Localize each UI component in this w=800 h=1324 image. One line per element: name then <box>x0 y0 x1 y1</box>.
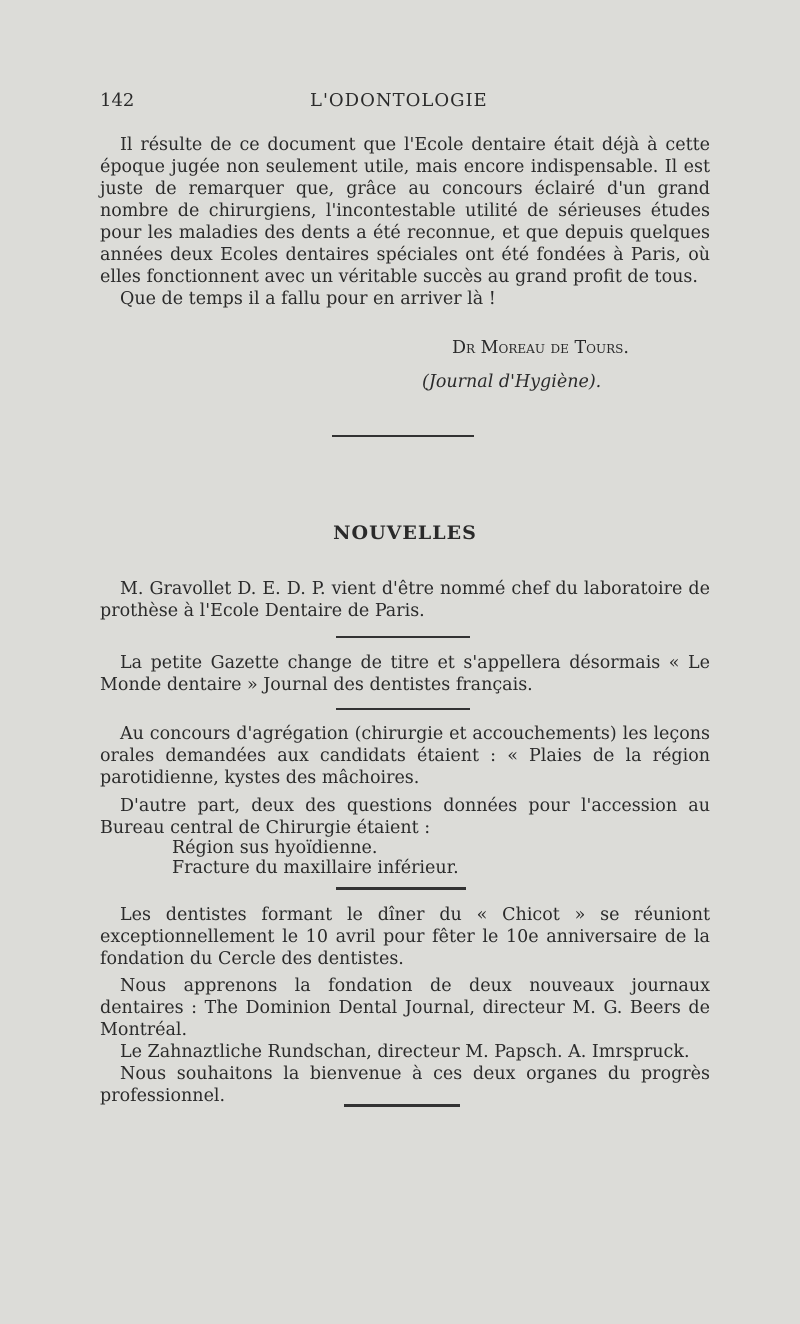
source-citation: (Journal d'Hygiène). <box>422 372 602 392</box>
list-item: Région sus hyoïdienne. <box>172 838 378 858</box>
news-item: Au concours d'agrégation (chirurgie et accouchements) les leçons orales demandées aux candidats étaient : « Plaies de la région parotidienne, kystes des mâchoires. D'autre part, deux des questions données pour l'accession au Bureau central de Chirurgie étaient : <box>100 724 710 838</box>
end-divider <box>344 1104 460 1107</box>
list-item: Fracture du maxillaire inférieur. <box>172 858 459 878</box>
page-number: 142 <box>100 90 135 111</box>
news-item: M. Gravollet D. E. D. P. vient d'être nommé chef du laboratoire de prothèse à l'Ecole Dentaire de Paris. <box>100 579 710 621</box>
article-body <box>100 134 710 310</box>
news-divider <box>336 887 466 890</box>
news-divider <box>336 708 470 710</box>
news-item: Nous apprenons la fondation de deux nouveaux journaux dentaires : The Dominion Dental Journal, directeur M. G. Beers de Montréal. Le Zahnaztliche Rundschan, directeur M. Papsch. A. Imrspruck. Nous souhaitons la bienvenue à ces deux organes du progrès professionnel. <box>100 976 710 1106</box>
news-divider <box>336 636 470 638</box>
running-title: L'ODONTOLOGIE <box>310 90 488 111</box>
news-list <box>172 838 459 878</box>
article-paragraph: Il résulte de ce document que l'Ecole dentaire était déjà à cette époque jugée non seulement utile, mais encore indispensable. Il est juste de remarquer que, grâce au concours éclairé d'un grand nombre de chirurgiens, l'incontestable utilité de sérieuses études pour les maladies des dents a été reconnue, et que depuis quelques années deux Ecoles dentaires spéciales ont été fondées à Paris, où elles fonctionnent avec un véritable succès au grand profit de tous. <box>100 135 710 287</box>
news-item: La petite Gazette change de titre et s'appellera désormais « Le Monde dentaire » Journal des dentistes français. <box>100 653 710 695</box>
section-divider <box>332 435 474 437</box>
section-title: NOUVELLES <box>333 522 477 544</box>
article-paragraph: Que de temps il a fallu pour en arriver là ! <box>120 289 496 309</box>
page-header <box>100 90 710 120</box>
signature: Dr Moreau de Tours. <box>452 338 629 358</box>
news-item: Les dentistes formant le dîner du « Chicot » se réuniont exceptionnellement le 10 avril pour fêter le 10e anniversaire de la fondation du Cercle des dentistes. <box>100 905 710 969</box>
